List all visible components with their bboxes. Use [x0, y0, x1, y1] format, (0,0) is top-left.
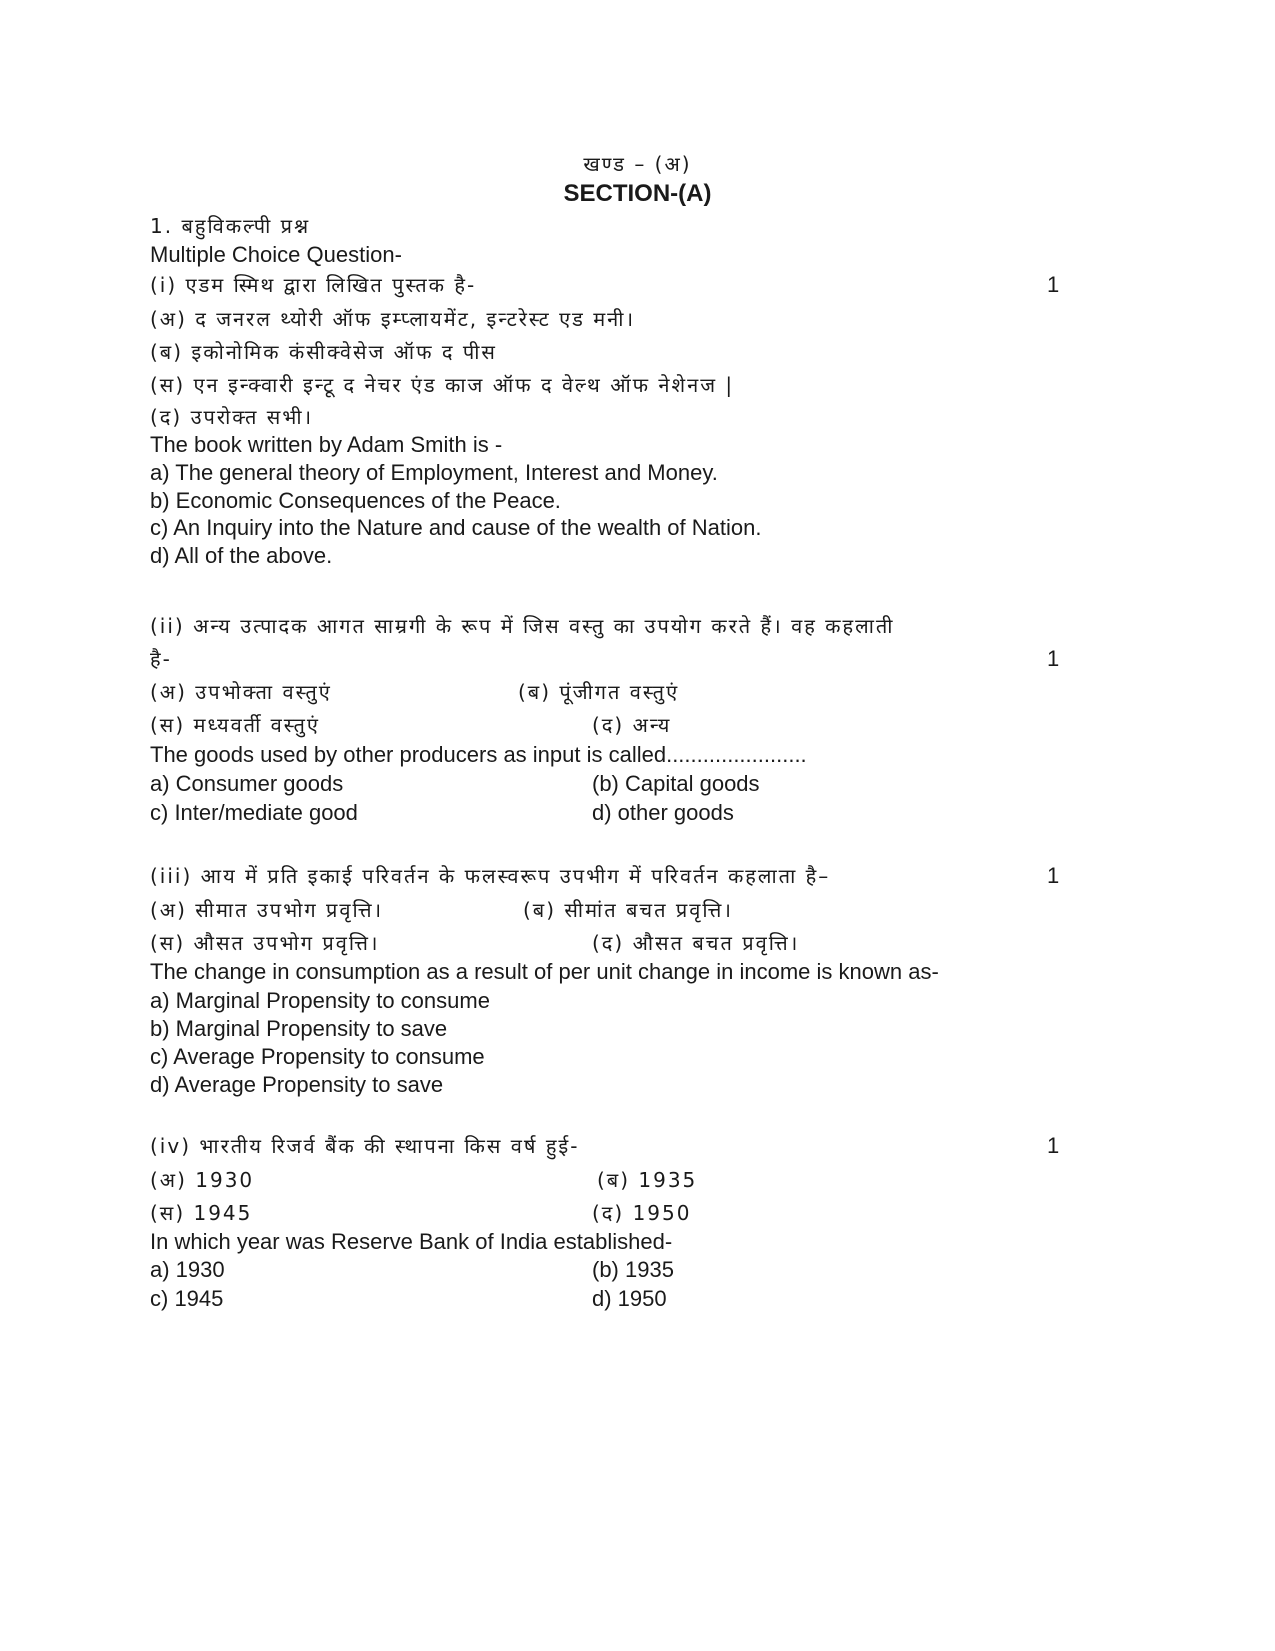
- q3-english-option-d: d) Average Propensity to save: [150, 1072, 444, 1097]
- q4-hindi-option-b: (ब) 1935: [597, 1168, 698, 1192]
- intro-hindi: 1. बहुविकल्पी प्रश्न: [150, 214, 311, 238]
- q2-marks: 1: [1047, 646, 1060, 671]
- q3-marks: 1: [1047, 863, 1060, 888]
- q3-english-option-b: b) Marginal Propensity to save: [150, 1016, 448, 1041]
- q4-hindi-option-c: (स) 1945: [150, 1201, 253, 1225]
- q1-english-option-a: a) The general theory of Employment, Interest and Money.: [150, 460, 718, 485]
- q4-english-option-a: a) 1930: [150, 1257, 225, 1282]
- section-heading-hindi: खण्ड – (अ): [583, 152, 692, 176]
- section-heading-english: SECTION-(A): [563, 180, 712, 207]
- q3-english-option-c: c) Average Propensity to consume: [150, 1044, 485, 1069]
- q1-hindi-option-b: (ब) इकोनोमिक कंसीक्वेसेज ऑफ द पीस: [150, 340, 497, 364]
- q1-hindi-option-d: (द) उपरोक्त सभी।: [150, 405, 314, 429]
- q3-english-option-a: a) Marginal Propensity to consume: [150, 988, 490, 1013]
- q2-hindi-option-b: (ब) पूंजीगत वस्तुएं: [518, 680, 680, 704]
- q2-hindi-option-c: (स) मध्यवर्ती वस्तुएं: [150, 713, 320, 737]
- q1-english-question: The book written by Adam Smith is -: [150, 432, 503, 457]
- q2-hindi-question-line2: है-: [150, 647, 172, 671]
- q2-hindi-question-line1: (ii) अन्य उत्पादक आगत साम्रगी के रूप में जिस वस्तु का उपयोग करते हैं। वह कहलाती: [150, 614, 895, 638]
- q4-english-option-d: d) 1950: [592, 1286, 667, 1311]
- q1-english-option-b: b) Economic Consequences of the Peace.: [150, 488, 561, 513]
- q1-english-option-d: d) All of the above.: [150, 543, 333, 568]
- q3-hindi-option-a: (अ) सीमात उपभोग प्रवृत्ति।: [150, 898, 384, 922]
- q4-hindi-option-d: (द) 1950: [592, 1201, 692, 1225]
- q2-english-option-a: a) Consumer goods: [150, 771, 344, 796]
- q2-english-question: The goods used by other producers as input is called.......................: [150, 742, 807, 767]
- q2-english-option-c: c) Inter/mediate good: [150, 800, 358, 825]
- q3-hindi-option-d: (द) औसत बचत प्रवृत्ति।: [592, 931, 800, 955]
- q4-english-option-b: (b) 1935: [592, 1257, 674, 1282]
- q2-english-option-d: d) other goods: [592, 800, 734, 825]
- q3-hindi-option-b: (ब) सीमांत बचत प्रवृत्ति।: [523, 898, 733, 922]
- q2-hindi-option-a: (अ) उपभोक्ता वस्तुएं: [150, 680, 332, 704]
- q4-marks: 1: [1047, 1133, 1060, 1158]
- q1-hindi-option-a: (अ) द जनरल थ्योरी ऑफ इम्प्लायमेंट, इन्टरेस्ट एड मनी।: [150, 307, 636, 331]
- q1-hindi-option-c: (स) एन इन्क्वारी इन्टू द नेचर एंड काज ऑफ द वेल्थ ऑफ नेशेनज |: [150, 373, 735, 397]
- q4-hindi-option-a: (अ) 1930: [150, 1168, 255, 1192]
- intro-english: Multiple Choice Question-: [150, 242, 402, 267]
- q3-hindi-option-c: (स) औसत उपभोग प्रवृत्ति।: [150, 931, 380, 955]
- q1-english-option-c: c) An Inquiry into the Nature and cause of the wealth of Nation.: [150, 515, 762, 540]
- q4-english-question: In which year was Reserve Bank of India established-: [150, 1229, 673, 1254]
- q1-marks: 1: [1047, 272, 1060, 297]
- q2-english-option-b: (b) Capital goods: [592, 771, 760, 796]
- q1-hindi-question: (i) एडम स्मिथ द्वारा लिखित पुस्तक है-: [150, 273, 477, 297]
- q2-hindi-option-d: (द) अन्य: [592, 713, 672, 737]
- q3-english-question: The change in consumption as a result of per unit change in income is known as-: [150, 959, 939, 984]
- q4-hindi-question: (iv) भारतीय रिजर्व बैंक की स्थापना किस वर्ष हुई-: [150, 1134, 580, 1158]
- q3-hindi-question: (iii) आय में प्रति इकाई परिवर्तन के फलस्वरूप उपभीग में परिवर्तन कहलाता है–: [150, 864, 831, 888]
- q4-english-option-c: c) 1945: [150, 1286, 224, 1311]
